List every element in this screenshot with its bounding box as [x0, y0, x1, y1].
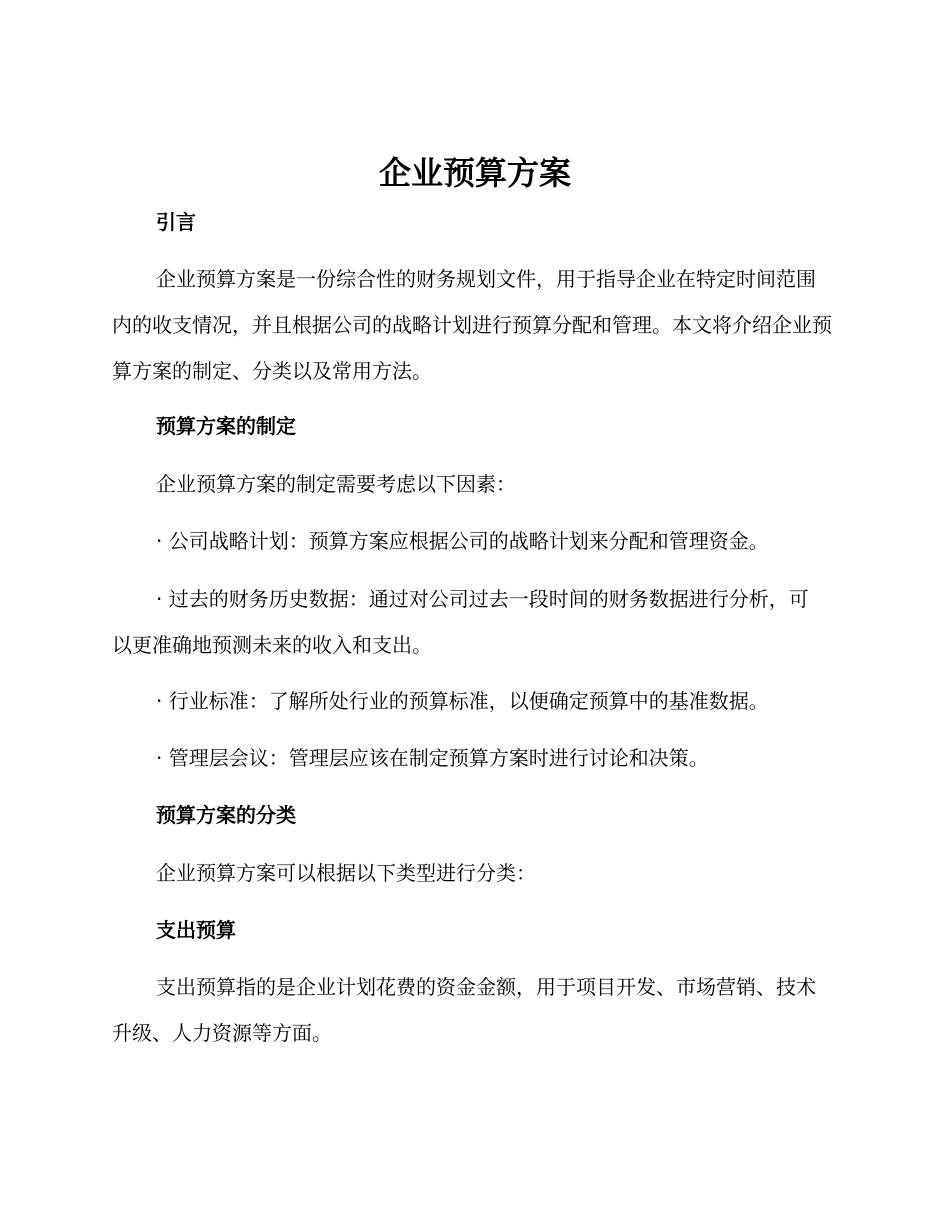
section-heading-making: 预算方案的制定	[156, 414, 296, 438]
section-heading-expense: 支出预算	[156, 918, 236, 942]
factor-list-item: · 管理层会议：管理层应该在制定预算方案时进行讨论和决策。	[156, 746, 709, 770]
section-heading-classification: 预算方案的分类	[156, 803, 296, 827]
classification-intro-paragraph: 企业预算方案可以根据以下类型进行分类：	[156, 861, 536, 885]
document-title: 企业预算方案	[378, 154, 571, 192]
section-heading-intro: 引言	[156, 210, 196, 234]
making-intro-paragraph: 企业预算方案的制定需要考虑以下因素：	[156, 472, 516, 496]
intro-paragraph: 企业预算方案是一份综合性的财务规划文件，用于指导企业在特定时间范围内的收支情况，并且根据公司的战略计划进行预算分配和管理。本文将介绍企业预算方案的制定、分类以及常用方法。	[112, 267, 832, 383]
factor-list-item: · 行业标准：了解所处行业的预算标准，以便确定预算中的基准数据。	[156, 689, 769, 713]
factor-list-item: · 公司战略计划：预算方案应根据公司的战略计划来分配和管理资金。	[156, 529, 769, 553]
factor-list-item: · 过去的财务历史数据：通过对公司过去一段时间的财务数据进行分析，可以更准确地预测未来的收入和支出。	[112, 587, 809, 657]
expense-paragraph: 支出预算指的是企业计划花费的资金金额，用于项目开发、市场营销、技术升级、人力资源等方面。	[112, 975, 816, 1045]
